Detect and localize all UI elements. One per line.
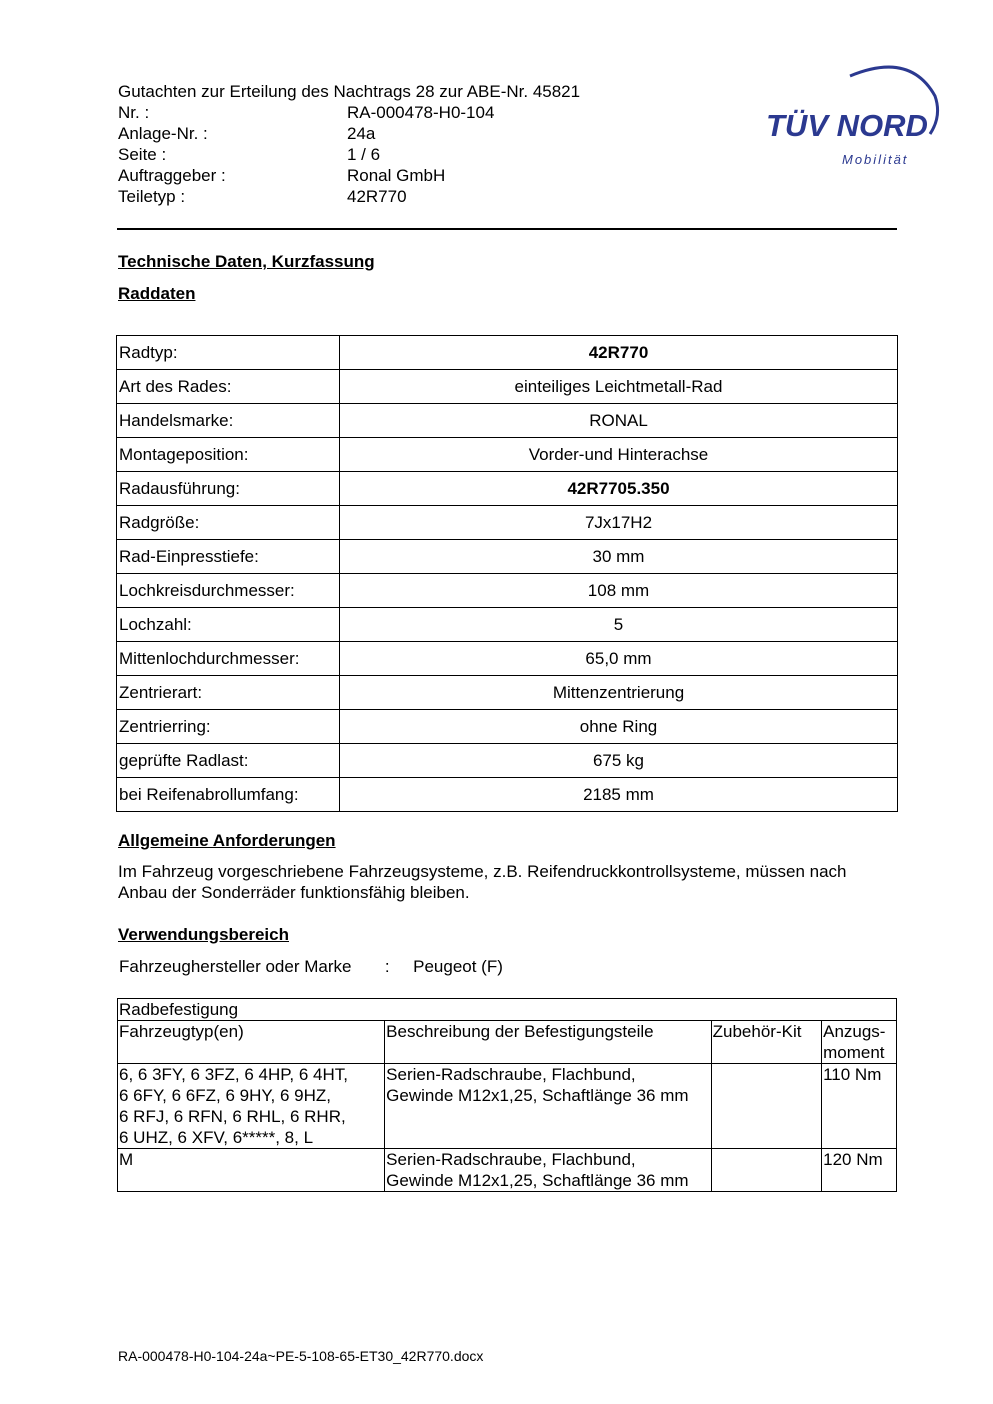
raddaten-table [116,335,898,812]
raddaten-value: ohne Ring [340,710,898,744]
table-row [117,472,898,506]
verwendung-sep: : [384,957,390,976]
verwendung-line [119,957,503,977]
table-row [118,1149,897,1192]
table-row [117,336,898,370]
section-heading-verwendung: Verwendungsbereich [118,925,289,944]
radbefestigung-title: Radbefestigung [118,999,897,1021]
logo-sub: Mobilität [842,152,909,167]
table-row [117,710,898,744]
raddaten-key: Zentrierring: [117,710,340,744]
raddaten-value: 5 [340,608,898,642]
header-value: 1 / 6 [347,145,381,164]
logo-brand: TÜV NORD [766,108,928,143]
raddaten-value: einteiliges Leichtmetall-Rad [340,370,898,404]
beschreibung-cell: Serien-Radschraube, Flachbund, Gewinde M12x1,25, Schaftlänge 36 mm [385,1064,711,1149]
raddaten-value: Vorder-und Hinterachse [340,438,898,472]
raddaten-key: Handelsmarke: [117,404,340,438]
header-value: Ronal GmbH [347,166,446,185]
header-label: Seite : [118,145,167,164]
table-row [117,642,898,676]
column-header: Zubehör-Kit [711,1021,821,1064]
raddaten-key: Mittenlochdurchmesser: [117,642,340,676]
raddaten-value: 42R770 [340,336,898,370]
column-header: Beschreibung der Befestigungsteile [385,1021,711,1064]
fahrzeugtyp-cell: 6, 6 3FY, 6 3FZ, 6 4HP, 6 4HT, 6 6FY, 6 6FZ, 6 9HY, 6 9HZ, 6 RFJ, 6 RFN, 6 RHL, 6 RHR, 6 UHZ, 6 XFV, 6*****, 8, L [118,1064,385,1149]
header-divider [117,228,897,230]
verwendung-value: Peugeot (F) [413,957,503,976]
raddaten-key: Rad-Einpresstiefe: [117,540,340,574]
header-value: 24a [347,124,376,143]
raddaten-value: Mittenzentrierung [340,676,898,710]
raddaten-key: Radgröße: [117,506,340,540]
raddaten-key: Zentrierart: [117,676,340,710]
table-row [117,744,898,778]
raddaten-value: 108 mm [340,574,898,608]
header-label: Auftraggeber : [118,166,226,185]
raddaten-key: Art des Rades: [117,370,340,404]
document-title: Gutachten zur Erteilung des Nachtrags 28 zur ABE-Nr. 45821 [118,82,581,101]
raddaten-value: 42R7705.350 [340,472,898,506]
anzugsmoment-cell: 120 Nm [822,1149,897,1192]
verwendung-label: Fahrzeughersteller oder Marke [119,957,352,976]
table-row [117,574,898,608]
raddaten-key: Lochzahl: [117,608,340,642]
header-value: RA-000478-H0-104 [347,103,495,122]
column-header: Anzugs- moment [822,1021,897,1064]
anzugsmoment-cell: 110 Nm [822,1064,897,1149]
header-label: Teiletyp : [118,187,186,206]
raddaten-key: Lochkreisdurchmesser: [117,574,340,608]
raddaten-value: 65,0 mm [340,642,898,676]
table-row [117,540,898,574]
header-value: 42R770 [347,187,407,206]
section-heading-allgemein: Allgemeine Anforderungen [118,831,336,850]
raddaten-value: 675 kg [340,744,898,778]
footer-filename: RA-000478-H0-104-24a~PE-5-108-65-ET30_42R770.docx [118,1348,484,1364]
radbefestigung-table [117,998,897,1192]
table-row [117,778,898,812]
section-heading-raddaten: Raddaten [118,284,196,303]
table-row [117,370,898,404]
table-row [117,676,898,710]
beschreibung-cell: Serien-Radschraube, Flachbund, Gewinde M12x1,25, Schaftlänge 36 mm [385,1149,711,1192]
table-row [118,1064,897,1149]
table-row [117,438,898,472]
raddaten-key: bei Reifenabrollumfang: [117,778,340,812]
raddaten-value: 30 mm [340,540,898,574]
zubehoer-kit-cell [711,1149,821,1192]
allgemein-text: Im Fahrzeug vorgeschriebene Fahrzeugsysteme, z.B. Reifendruckkontrollsysteme, müssen nach Anbau der Sonderräder funktionsfähig bleiben. [118,862,847,902]
tuv-nord-logo [760,56,945,176]
raddaten-value: 2185 mm [340,778,898,812]
raddaten-key: Radausführung: [117,472,340,506]
section-heading-tech: Technische Daten, Kurzfassung [118,252,375,271]
table-row [117,608,898,642]
raddaten-key: Radtyp: [117,336,340,370]
table-row [117,506,898,540]
raddaten-key: geprüfte Radlast: [117,744,340,778]
logo-arc-icon [760,56,945,176]
raddaten-value: 7Jx17H2 [340,506,898,540]
zubehoer-kit-cell [711,1064,821,1149]
column-header: Fahrzeugtyp(en) [118,1021,385,1064]
header-label: Anlage-Nr. : [118,124,208,143]
header-label: Nr. : [118,103,150,122]
raddaten-value: RONAL [340,404,898,438]
table-row [117,404,898,438]
raddaten-key: Montageposition: [117,438,340,472]
fahrzeugtyp-cell: M [118,1149,385,1192]
radbefestigung-header-row [118,1021,897,1064]
